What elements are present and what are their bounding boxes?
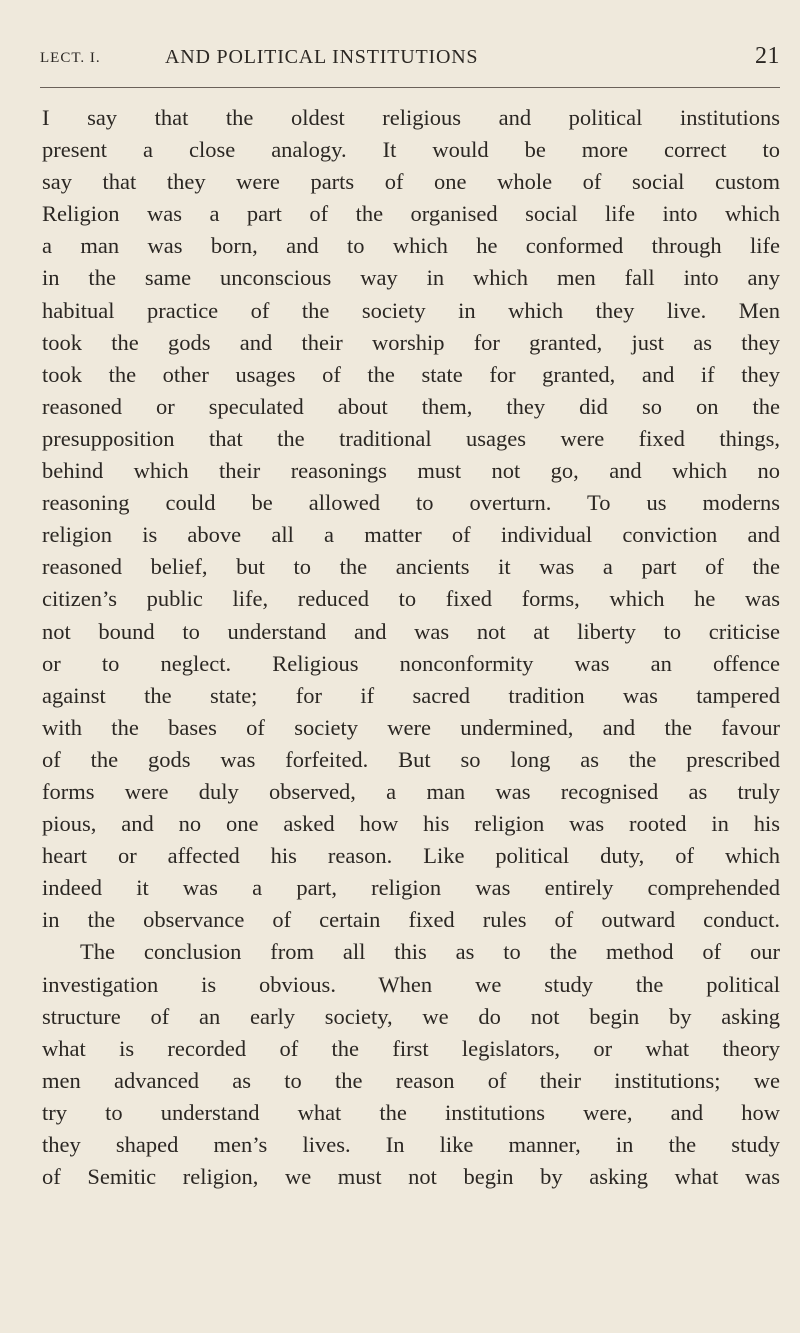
running-head <box>40 43 780 82</box>
text-line: try to understand what the institutions were, and how <box>42 1099 780 1125</box>
text-line: in the observance of certain fixed rules of outward conduct. <box>42 907 780 933</box>
text-line: I say that the oldest religious and political institutions <box>42 105 780 130</box>
text-line: behind which their reasonings must not go, and which no <box>42 458 780 484</box>
text-line: Religion was a part of the organised social life into which <box>42 201 780 227</box>
text-line: structure of an early society, we do not begin by asking <box>42 1003 780 1029</box>
text-line: of Semitic religion, we must not begin by asking what was <box>42 1164 780 1190</box>
paragraph-start-line: The conclusion from all this as to the method of our <box>80 939 780 965</box>
body-text <box>42 102 780 1193</box>
text-line: with the bases of society were undermined, and the favour <box>42 714 780 740</box>
text-line: reasoned belief, but to the ancients it was a part of the <box>42 554 780 580</box>
text-line: reasoning could be allowed to overturn. To us moderns <box>42 490 780 516</box>
text-line: present a close analogy. It would be more correct to <box>42 137 780 163</box>
text-line: forms were duly observed, a man was recognised as truly <box>42 778 780 804</box>
text-line: in the same unconscious way in which men fall into any <box>42 265 780 291</box>
running-title: AND POLITICAL INSTITUTIONS <box>165 46 479 68</box>
header-rule <box>40 87 780 88</box>
text-line: say that they were parts of one whole of social custom <box>42 169 780 195</box>
text-line: reasoned or speculated about them, they did so on the <box>42 393 780 419</box>
text-line: of the gods was forfeited. But so long as the prescribed <box>42 746 780 772</box>
text-line: they shaped men’s lives. In like manner, in the study <box>42 1132 780 1157</box>
page-number: 21 <box>755 43 780 69</box>
text-line: heart or affected his reason. Like political duty, of which <box>42 843 780 869</box>
text-line: investigation is obvious. When we study the political <box>42 971 780 997</box>
text-line: habitual practice of the society in which they live. Men <box>42 297 780 323</box>
text-line: not bound to understand and was not at liberty to criticise <box>42 618 780 644</box>
text-line: a man was born, and to which he conformed through life <box>42 233 780 259</box>
text-line: took the other usages of the state for granted, and if they <box>42 361 780 387</box>
text-line: pious, and no one asked how his religion was rooted in his <box>42 811 780 837</box>
text-line: religion is above all a matter of individual conviction and <box>42 522 780 548</box>
text-line: indeed it was a part, religion was entirely comprehended <box>42 875 780 901</box>
text-line: what is recorded of the first legislators, or what theory <box>42 1035 780 1061</box>
text-line: citizen’s public life, reduced to fixed forms, which he was <box>42 586 780 612</box>
text-line: or to neglect. Religious nonconformity was an offence <box>42 650 780 676</box>
text-line: men advanced as to the reason of their institutions; we <box>42 1067 780 1093</box>
lecture-label: LECT. I. <box>40 50 101 66</box>
text-line: against the state; for if sacred tradition was tampered <box>42 682 780 708</box>
text-line: took the gods and their worship for granted, just as they <box>42 329 780 355</box>
text-line: presupposition that the traditional usages were fixed things, <box>42 425 780 451</box>
